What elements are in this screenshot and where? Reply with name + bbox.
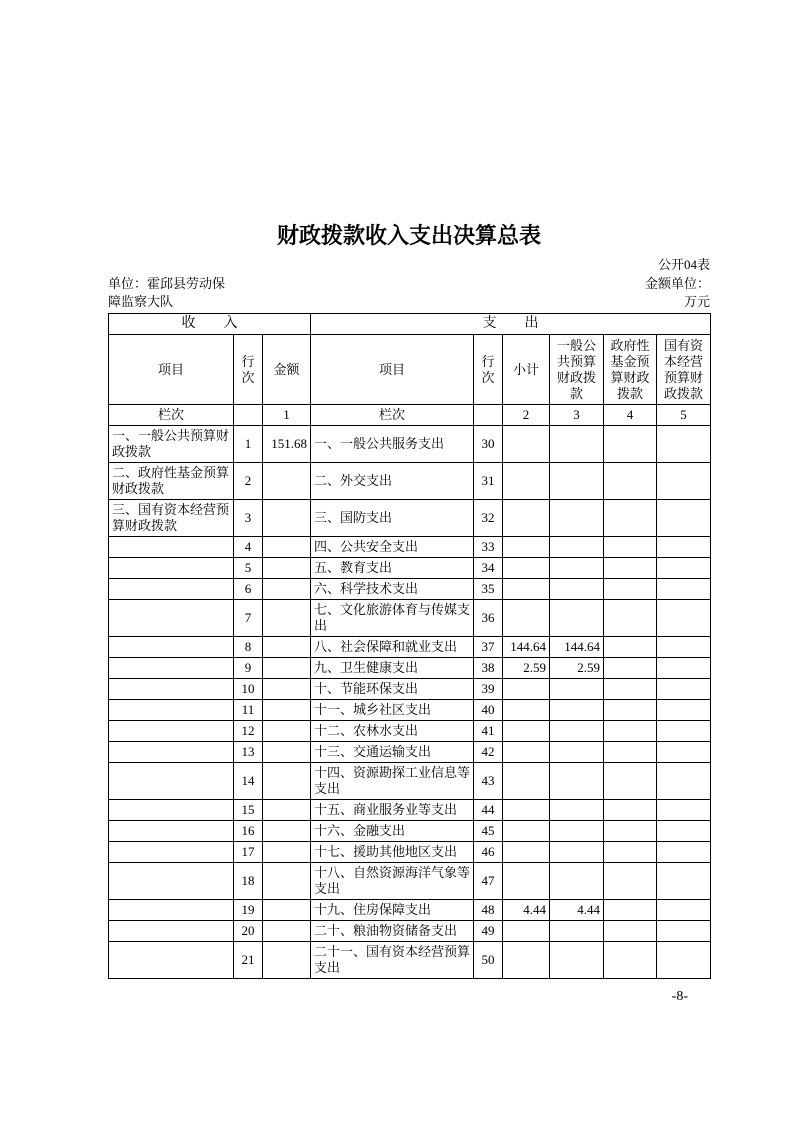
state-capital-cell (657, 800, 711, 821)
gov-fund-cell (604, 537, 657, 558)
state-capital-cell (657, 942, 711, 979)
expenditure-line-no-header: 行次 (474, 335, 503, 405)
state-capital-cell (657, 742, 711, 763)
table-row (109, 742, 711, 763)
expenditure-line-no-cell: 38 (474, 658, 503, 679)
table-row (109, 579, 711, 600)
state-capital-header: 国有资本经营预算财政拨款 (657, 335, 711, 405)
expenditure-line-no-cell: 49 (474, 921, 503, 942)
income-line-no-blank-cell (234, 405, 263, 426)
income-amount-index: 1 (263, 405, 311, 426)
subtotal-cell: 2.59 (503, 658, 550, 679)
column-header-row (109, 335, 711, 405)
expenditure-line-no-cell: 50 (474, 942, 503, 979)
state-capital-cell (657, 658, 711, 679)
fiscal-appropriation-table (108, 313, 711, 979)
state-capital-index: 5 (657, 405, 711, 426)
income-line-no-cell: 4 (234, 537, 263, 558)
income-amount-cell (263, 600, 311, 637)
general-budget-cell (550, 558, 604, 579)
income-item-cell (109, 763, 234, 800)
state-capital-cell (657, 558, 711, 579)
gov-fund-cell (604, 426, 657, 463)
expenditure-item-cell: 九、卫生健康支出 (311, 658, 474, 679)
income-amount-cell (263, 842, 311, 863)
gov-fund-cell (604, 821, 657, 842)
gov-fund-cell (604, 942, 657, 979)
expenditure-item-cell: 十四、资源勘探工业信息等支出 (311, 763, 474, 800)
table-row (109, 658, 711, 679)
expenditure-index-label: 栏次 (311, 405, 474, 426)
table-row (109, 426, 711, 463)
subtotal-cell (503, 600, 550, 637)
income-amount-cell (263, 637, 311, 658)
column-index-row (109, 405, 711, 426)
subtotal-cell (503, 700, 550, 721)
income-item-cell (109, 900, 234, 921)
table-row (109, 600, 711, 637)
state-capital-cell (657, 763, 711, 800)
income-item-cell (109, 942, 234, 979)
general-budget-cell (550, 763, 604, 800)
amount-unit-line1: 金额单位： (644, 276, 710, 291)
income-amount-cell (263, 921, 311, 942)
income-line-no-cell: 15 (234, 800, 263, 821)
expenditure-line-no-cell: 47 (474, 863, 503, 900)
income-item-cell (109, 921, 234, 942)
expenditure-item-cell: 十五、商业服务业等支出 (311, 800, 474, 821)
income-line-no-cell: 3 (234, 500, 263, 537)
general-budget-cell (550, 842, 604, 863)
state-capital-cell (657, 637, 711, 658)
state-capital-cell (657, 821, 711, 842)
income-line-no-cell: 10 (234, 679, 263, 700)
unit-label-line2: 障监察大队 (108, 294, 174, 309)
income-amount-header: 金额 (263, 335, 311, 405)
income-amount-cell (263, 863, 311, 900)
expenditure-item-cell: 八、社会保障和就业支出 (311, 637, 474, 658)
income-item-cell: 三、国有资本经营预算财政拨款 (109, 500, 234, 537)
income-amount-cell (263, 900, 311, 921)
income-amount-cell (263, 558, 311, 579)
income-item-cell (109, 658, 234, 679)
state-capital-cell (657, 700, 711, 721)
income-line-no-cell: 14 (234, 763, 263, 800)
income-amount-cell (263, 579, 311, 600)
gov-fund-cell (604, 921, 657, 942)
expenditure-item-cell: 十三、交通运输支出 (311, 742, 474, 763)
subtotal-cell (503, 821, 550, 842)
subtotal-cell (503, 942, 550, 979)
subtotal-cell (503, 537, 550, 558)
expenditure-line-no-cell: 44 (474, 800, 503, 821)
income-item-cell (109, 842, 234, 863)
income-line-no-cell: 18 (234, 863, 263, 900)
income-line-no-cell: 6 (234, 579, 263, 600)
income-item-cell (109, 821, 234, 842)
income-amount-cell (263, 500, 311, 537)
income-line-no-cell: 7 (234, 600, 263, 637)
general-budget-cell (550, 942, 604, 979)
gov-fund-index: 4 (604, 405, 657, 426)
general-budget-cell (550, 426, 604, 463)
table-row (109, 921, 711, 942)
expenditure-item-header: 项目 (311, 335, 474, 405)
income-item-cell: 一、一般公共预算财政拨款 (109, 426, 234, 463)
income-amount-cell (263, 700, 311, 721)
expenditure-item-cell: 三、国防支出 (311, 500, 474, 537)
expenditure-line-no-cell: 33 (474, 537, 503, 558)
document-content (108, 222, 710, 1005)
general-budget-cell: 4.44 (550, 900, 604, 921)
income-line-no-cell: 17 (234, 842, 263, 863)
gov-fund-cell (604, 500, 657, 537)
general-budget-cell: 144.64 (550, 637, 604, 658)
subtotal-cell (503, 500, 550, 537)
state-capital-cell (657, 900, 711, 921)
page-number: -8- (671, 989, 688, 1004)
income-amount-cell (263, 763, 311, 800)
general-budget-index: 3 (550, 405, 604, 426)
general-budget-cell (550, 463, 604, 500)
expenditure-item-cell: 十、节能环保支出 (311, 679, 474, 700)
expenditure-item-cell: 一、一般公共服务支出 (311, 426, 474, 463)
expenditure-line-no-blank-cell (474, 405, 503, 426)
amount-unit-line2: 万元 (683, 294, 710, 309)
table-row (109, 863, 711, 900)
table-row (109, 821, 711, 842)
meta-row (108, 275, 710, 311)
table-row (109, 558, 711, 579)
subtotal-header: 小计 (503, 335, 550, 405)
subtotal-cell (503, 842, 550, 863)
general-budget-cell (550, 742, 604, 763)
gov-fund-cell (604, 637, 657, 658)
gov-fund-cell (604, 579, 657, 600)
expenditure-line-no-cell: 32 (474, 500, 503, 537)
expenditure-line-no-cell: 39 (474, 679, 503, 700)
income-item-cell: 二、政府性基金预算财政拨款 (109, 463, 234, 500)
general-budget-cell (550, 800, 604, 821)
table-row (109, 900, 711, 921)
table-row (109, 763, 711, 800)
income-line-no-cell: 5 (234, 558, 263, 579)
expenditure-item-cell: 七、文化旅游体育与传媒支出 (311, 600, 474, 637)
income-line-no-cell: 2 (234, 463, 263, 500)
table-row (109, 537, 711, 558)
state-capital-cell (657, 921, 711, 942)
general-budget-cell (550, 679, 604, 700)
table-row (109, 842, 711, 863)
income-amount-cell (263, 742, 311, 763)
income-item-cell (109, 721, 234, 742)
subtotal-cell (503, 426, 550, 463)
income-item-header: 项目 (109, 335, 234, 405)
income-item-cell (109, 637, 234, 658)
expenditure-line-no-cell: 45 (474, 821, 503, 842)
general-budget-cell (550, 600, 604, 637)
subtotal-cell (503, 721, 550, 742)
subtotal-cell (503, 863, 550, 900)
expenditure-line-no-cell: 31 (474, 463, 503, 500)
expenditure-section-header: 支 出 (311, 314, 711, 335)
expenditure-line-no-cell: 48 (474, 900, 503, 921)
subtotal-cell (503, 679, 550, 700)
table-row (109, 800, 711, 821)
gov-fund-cell (604, 700, 657, 721)
income-item-cell (109, 537, 234, 558)
table-row (109, 700, 711, 721)
income-line-no-header: 行次 (234, 335, 263, 405)
expenditure-item-cell: 十九、住房保障支出 (311, 900, 474, 921)
expenditure-line-no-cell: 43 (474, 763, 503, 800)
income-line-no-cell: 16 (234, 821, 263, 842)
income-amount-cell (263, 658, 311, 679)
subtotal-cell (503, 742, 550, 763)
gov-fund-cell (604, 742, 657, 763)
expenditure-item-cell: 五、教育支出 (311, 558, 474, 579)
income-amount-cell (263, 721, 311, 742)
expenditure-item-cell: 十六、金融支出 (311, 821, 474, 842)
gov-fund-cell (604, 679, 657, 700)
subtotal-cell (503, 763, 550, 800)
gov-fund-header: 政府性基金预算财政拨款 (604, 335, 657, 405)
expenditure-item-cell: 四、公共安全支出 (311, 537, 474, 558)
income-item-cell (109, 863, 234, 900)
subtotal-cell (503, 800, 550, 821)
gov-fund-cell (604, 900, 657, 921)
expenditure-line-no-cell: 36 (474, 600, 503, 637)
expenditure-item-cell: 二十一、国有资本经营预算支出 (311, 942, 474, 979)
general-budget-cell (550, 537, 604, 558)
gov-fund-cell (604, 658, 657, 679)
subtotal-cell: 4.44 (503, 900, 550, 921)
income-index-label: 栏次 (109, 405, 234, 426)
expenditure-line-no-cell: 30 (474, 426, 503, 463)
expenditure-line-no-cell: 42 (474, 742, 503, 763)
expenditure-line-no-cell: 35 (474, 579, 503, 600)
gov-fund-cell (604, 800, 657, 821)
gov-fund-cell (604, 721, 657, 742)
income-amount-cell (263, 679, 311, 700)
expenditure-line-no-cell: 40 (474, 700, 503, 721)
state-capital-cell (657, 537, 711, 558)
subtotal-cell: 144.64 (503, 637, 550, 658)
state-capital-cell (657, 426, 711, 463)
table-body (109, 426, 711, 979)
unit-label (108, 275, 408, 311)
income-amount-cell (263, 800, 311, 821)
subtotal-cell (503, 558, 550, 579)
general-budget-header: 一般公共预算财政拨款 (550, 335, 604, 405)
income-item-cell (109, 700, 234, 721)
expenditure-item-cell: 十八、自然资源海洋气象等支出 (311, 863, 474, 900)
state-capital-cell (657, 863, 711, 900)
general-budget-cell: 2.59 (550, 658, 604, 679)
state-capital-cell (657, 600, 711, 637)
income-line-no-cell: 12 (234, 721, 263, 742)
income-line-no-cell: 11 (234, 700, 263, 721)
table-row (109, 679, 711, 700)
subtotal-index: 2 (503, 405, 550, 426)
income-section-header: 收 入 (109, 314, 311, 335)
expenditure-line-no-cell: 34 (474, 558, 503, 579)
general-budget-cell (550, 579, 604, 600)
page-title: 财政拨款收入支出决算总表 (276, 223, 541, 248)
income-amount-cell: 151.68 (263, 426, 311, 463)
state-capital-cell (657, 463, 711, 500)
general-budget-cell (550, 700, 604, 721)
table-row (109, 500, 711, 537)
general-budget-cell (550, 921, 604, 942)
state-capital-cell (657, 842, 711, 863)
gov-fund-cell (604, 558, 657, 579)
income-amount-cell (263, 537, 311, 558)
income-amount-cell (263, 821, 311, 842)
table-row (109, 463, 711, 500)
income-amount-cell (263, 942, 311, 979)
state-capital-cell (657, 721, 711, 742)
expenditure-item-cell: 十二、农林水支出 (311, 721, 474, 742)
state-capital-cell (657, 679, 711, 700)
gov-fund-cell (604, 763, 657, 800)
section-header-row (109, 314, 711, 335)
gov-fund-cell (604, 463, 657, 500)
income-item-cell (109, 600, 234, 637)
income-item-cell (109, 558, 234, 579)
income-line-no-cell: 21 (234, 942, 263, 979)
general-budget-cell (550, 863, 604, 900)
income-line-no-cell: 19 (234, 900, 263, 921)
unit-label-line1: 单位：霍邱县劳动保 (108, 276, 226, 291)
general-budget-cell (550, 500, 604, 537)
amount-unit-label (510, 275, 710, 311)
income-amount-cell (263, 463, 311, 500)
table-row (109, 721, 711, 742)
expenditure-item-cell: 六、科学技术支出 (311, 579, 474, 600)
table-code-label: 公开04表 (657, 257, 710, 272)
subtotal-cell (503, 579, 550, 600)
income-item-cell (109, 800, 234, 821)
general-budget-cell (550, 821, 604, 842)
expenditure-line-no-cell: 37 (474, 637, 503, 658)
gov-fund-cell (604, 863, 657, 900)
expenditure-item-cell: 十一、城乡社区支出 (311, 700, 474, 721)
income-line-no-cell: 9 (234, 658, 263, 679)
table-row (109, 942, 711, 979)
expenditure-line-no-cell: 46 (474, 842, 503, 863)
state-capital-cell (657, 500, 711, 537)
income-line-no-cell: 20 (234, 921, 263, 942)
state-capital-cell (657, 579, 711, 600)
income-line-no-cell: 13 (234, 742, 263, 763)
general-budget-cell (550, 721, 604, 742)
subtotal-cell (503, 921, 550, 942)
subtotal-cell (503, 463, 550, 500)
income-item-cell (109, 742, 234, 763)
income-line-no-cell: 8 (234, 637, 263, 658)
expenditure-item-cell: 二十、粮油物资储备支出 (311, 921, 474, 942)
income-item-cell (109, 579, 234, 600)
income-item-cell (109, 679, 234, 700)
income-line-no-cell: 1 (234, 426, 263, 463)
gov-fund-cell (604, 600, 657, 637)
expenditure-item-cell: 二、外交支出 (311, 463, 474, 500)
gov-fund-cell (604, 842, 657, 863)
expenditure-line-no-cell: 41 (474, 721, 503, 742)
table-row (109, 637, 711, 658)
expenditure-item-cell: 十七、援助其他地区支出 (311, 842, 474, 863)
